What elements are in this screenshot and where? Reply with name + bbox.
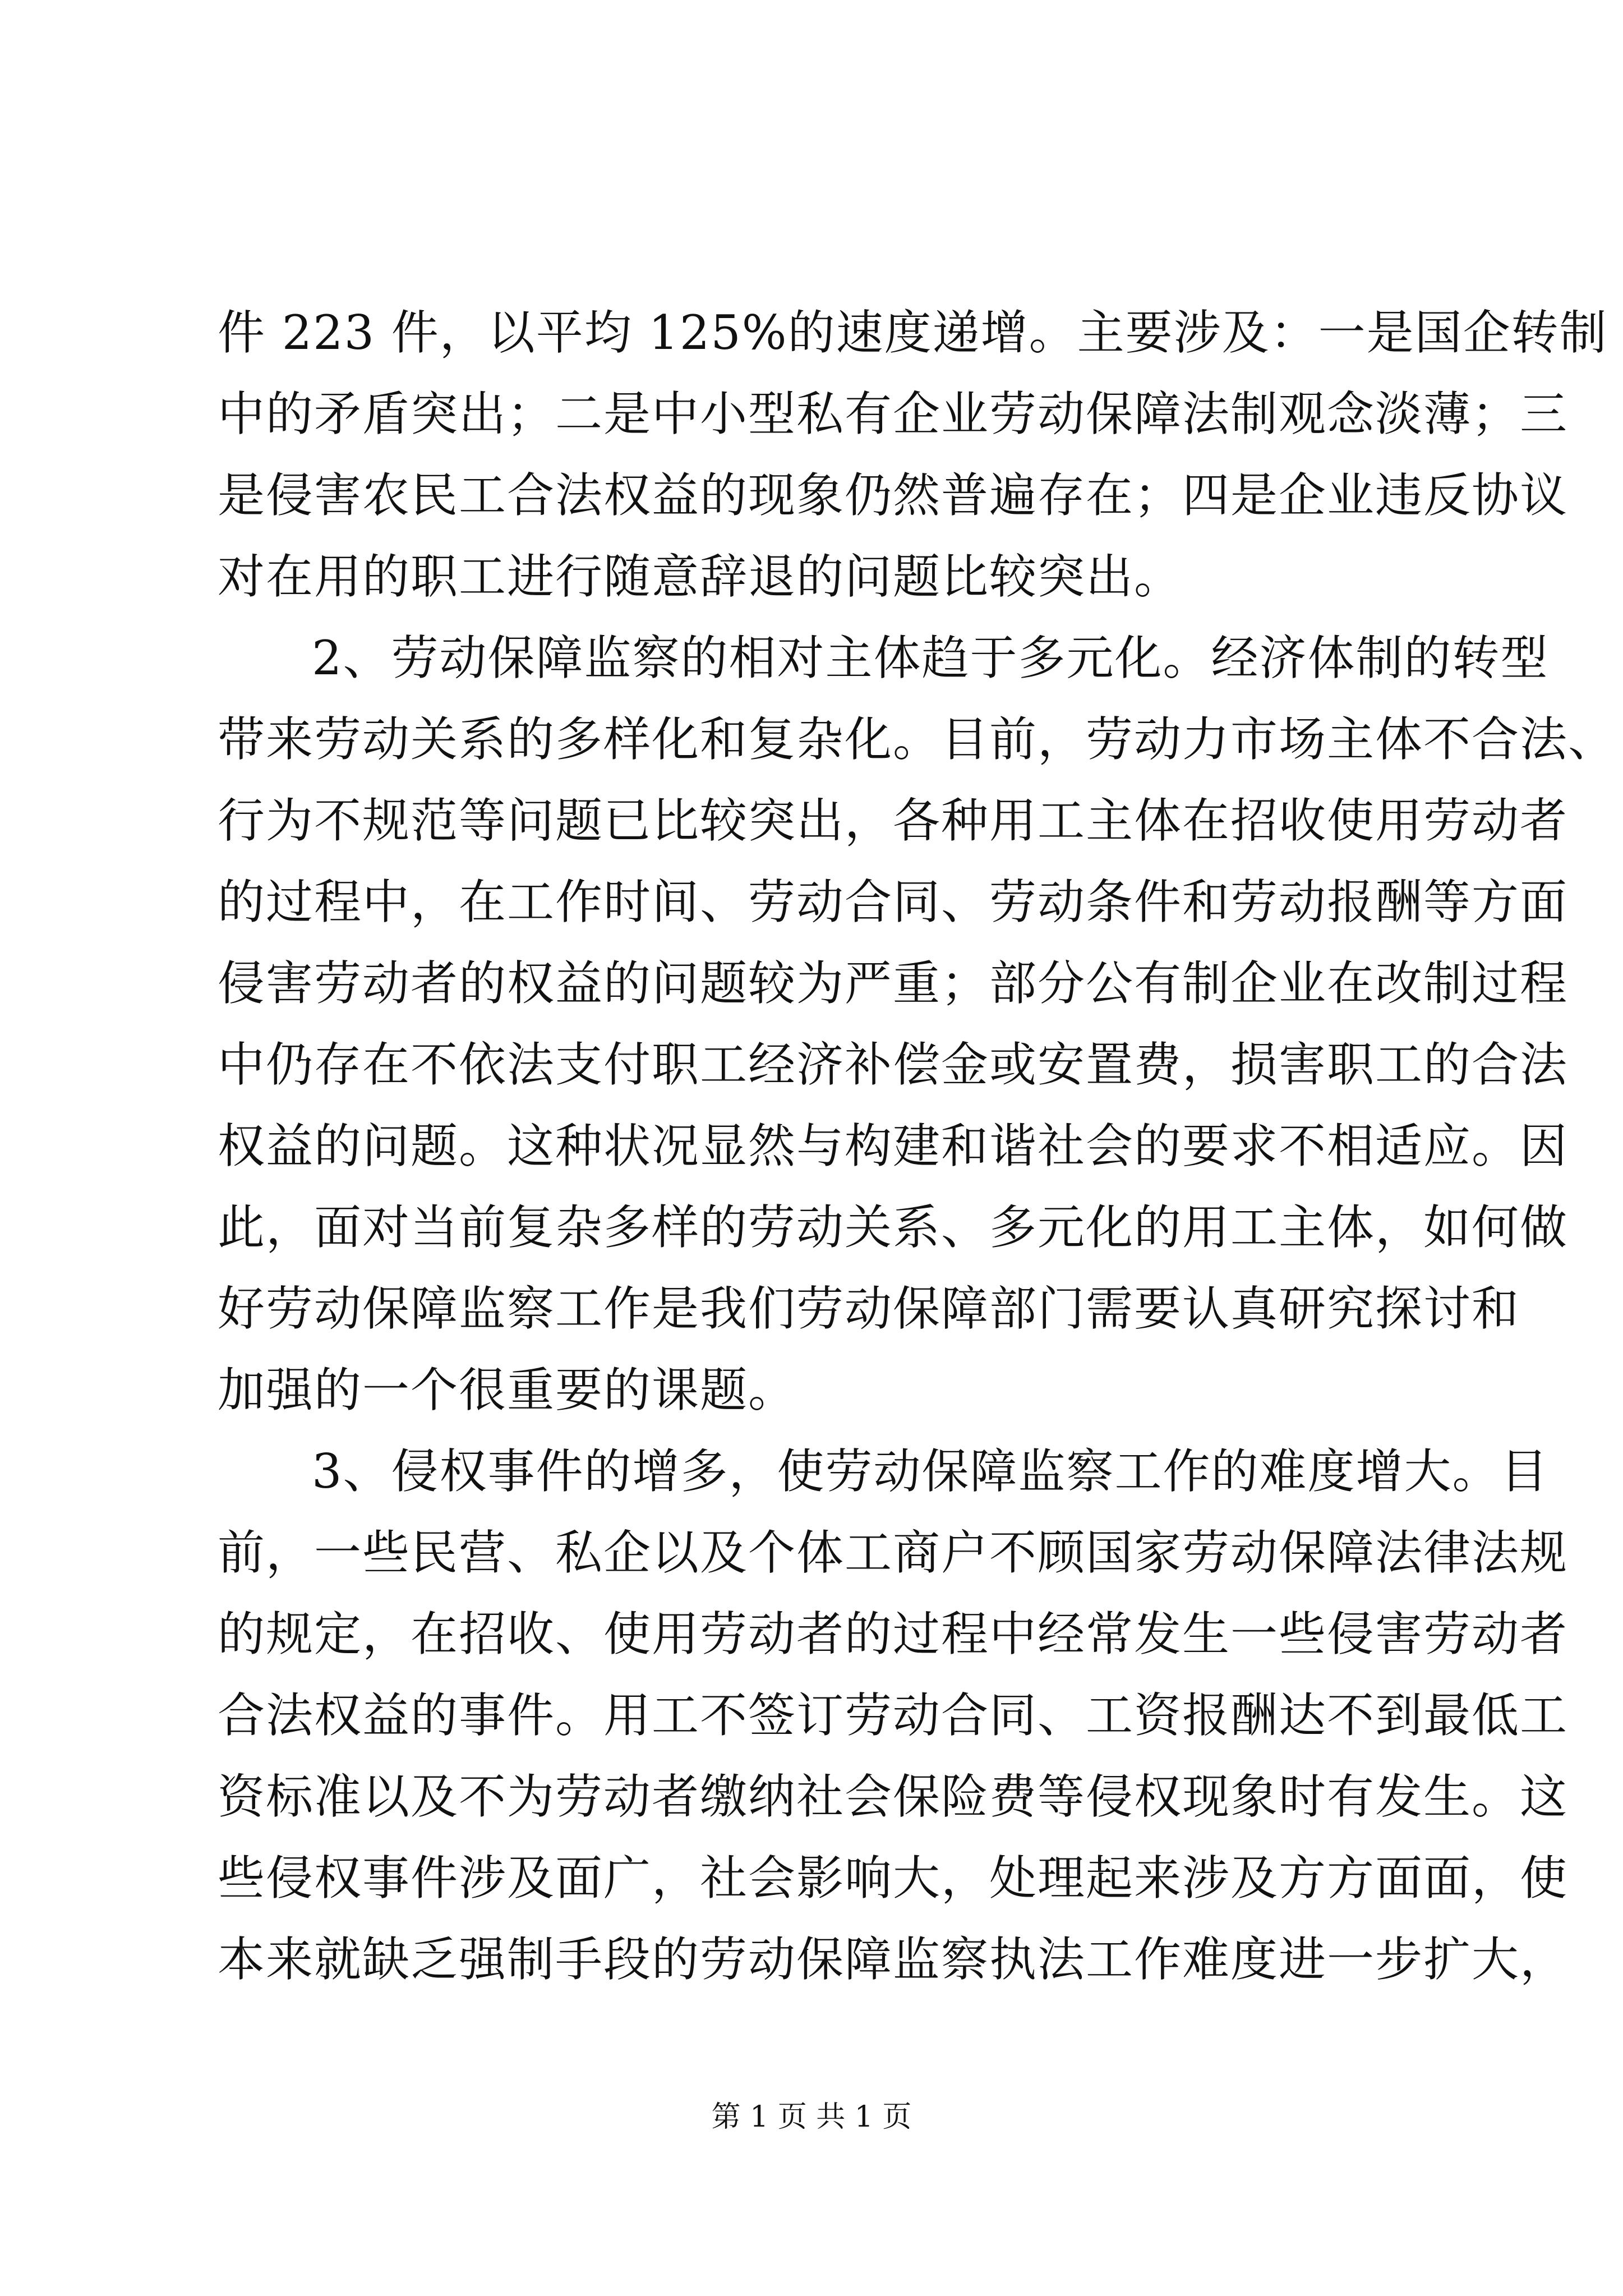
- paragraph-line: 前，一些民营、私企以及个体工商户不顾国家劳动保障法律法规: [218, 1525, 1569, 1580]
- paragraph-line: 本来就缺乏强制手段的劳动保障监察执法工作难度进一步扩大，: [218, 1932, 1569, 1987]
- paragraph-line: 带来劳动关系的多样化和复杂化。目前，劳动力市场主体不合法、: [218, 712, 1617, 767]
- paragraph-line: 些侵权事件涉及面广，社会影响大，处理起来涉及方方面面，使: [218, 1851, 1569, 1906]
- paragraph-line: 加强的一个很重要的课题。: [218, 1363, 797, 1418]
- paragraph-line: 侵害劳动者的权益的问题较为严重；部分公有制企业在改制过程: [218, 956, 1569, 1011]
- paragraph-line: 是侵害农民工合法权益的现象仍然普遍存在；四是企业违反协议: [218, 468, 1569, 523]
- paragraph-line: 资标准以及不为劳动者缴纳社会保险费等侵权现象时有发生。这: [218, 1769, 1569, 1824]
- paragraph-line: 的过程中，在工作时间、劳动合同、劳动条件和劳动报酬等方面: [218, 875, 1569, 930]
- paragraph-line: 对在用的职工进行随意辞退的问题比较突出。: [218, 549, 1183, 604]
- paragraph-line: 中仍存在不依法支付职工经济补偿金或安置费，损害职工的合法: [218, 1037, 1569, 1092]
- paragraph-line: 权益的问题。这种状况显然与构建和谐社会的要求不相适应。因: [218, 1119, 1569, 1174]
- paragraph-line: 件 223 件，以平均 125%的速度递增。主要涉及：一是国企转制: [218, 305, 1608, 360]
- page-number-footer: 第 1 页 共 1 页: [711, 2100, 912, 2134]
- paragraph-line: 合法权益的事件。用工不签订劳动合同、工资报酬达不到最低工: [218, 1688, 1569, 1743]
- paragraph-line: 此，面对当前复杂多样的劳动关系、多元化的用工主体，如何做: [218, 1200, 1569, 1255]
- paragraph-line: 中的矛盾突出；二是中小型私有企业劳动保障法制观念淡薄；三: [218, 386, 1569, 441]
- paragraph-line: 3、侵权事件的增多，使劳动保障监察工作的难度增大。目: [312, 1444, 1549, 1499]
- paragraph-line: 行为不规范等问题已比较突出，各种用工主体在招收使用劳动者: [218, 793, 1569, 848]
- paragraph-line: 好劳动保障监察工作是我们劳动保障部门需要认真研究探讨和: [218, 1281, 1520, 1336]
- paragraph-line: 2、劳动保障监察的相对主体趋于多元化。经济体制的转型: [312, 631, 1549, 685]
- paragraph-line: 的规定，在招收、使用劳动者的过程中经常发生一些侵害劳动者: [218, 1607, 1569, 1662]
